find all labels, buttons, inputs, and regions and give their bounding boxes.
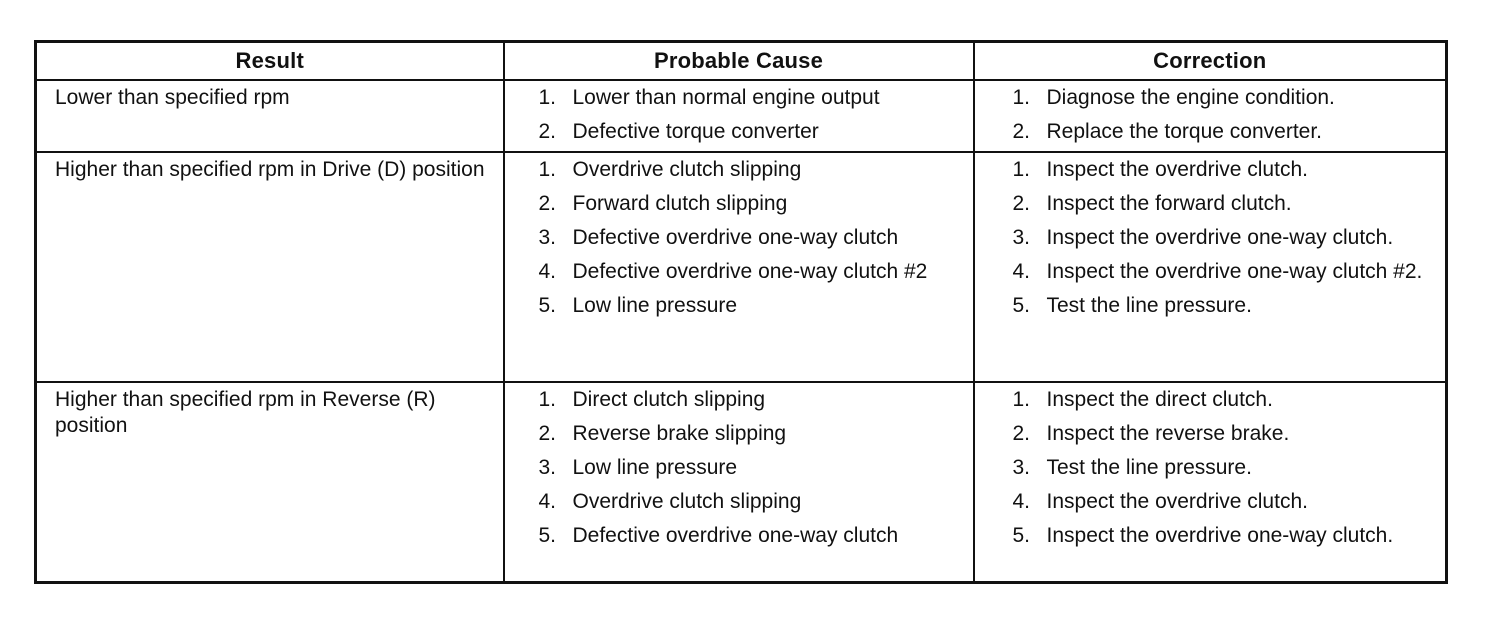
item-text: Inspect the overdrive clutch. [1046, 490, 1308, 513]
item-number: 1. [538, 388, 557, 411]
item-text: Direct clutch slipping [572, 388, 766, 411]
list-item [1013, 489, 1440, 515]
cause-list [505, 153, 973, 319]
diagnosis-table [34, 40, 1448, 584]
list-item [1013, 225, 1440, 251]
list-item [1013, 119, 1440, 145]
item-text: Replace the torque converter. [1046, 120, 1323, 143]
item-text: Test the line pressure. [1046, 456, 1252, 479]
correction-list [975, 153, 1446, 319]
item-number: 5. [538, 294, 557, 317]
correction-cell [974, 382, 1447, 583]
list-item [539, 119, 967, 145]
item-number: 4. [538, 490, 557, 513]
item-number: 2. [538, 192, 557, 215]
item-text: Reverse brake slipping [572, 422, 787, 445]
item-number: 2. [538, 120, 557, 143]
cause-list [505, 81, 973, 145]
result-text: Lower than specified rpm [55, 86, 290, 109]
item-number: 3. [538, 456, 557, 479]
item-number: 4. [1012, 260, 1031, 283]
item-number: 1. [538, 86, 557, 109]
cause-cell [504, 152, 974, 382]
item-text: Diagnose the engine condition. [1046, 86, 1335, 109]
list-item [539, 157, 967, 183]
table-row [36, 382, 1447, 583]
item-text: Defective overdrive one-way clutch [572, 524, 899, 547]
item-number: 5. [538, 524, 557, 547]
list-item [539, 293, 967, 319]
list-item [1013, 523, 1440, 549]
item-text: Inspect the direct clutch. [1046, 388, 1273, 411]
item-number: 4. [1012, 490, 1031, 513]
item-text: Low line pressure [572, 294, 738, 317]
item-text: Test the line pressure. [1046, 294, 1252, 317]
list-item [1013, 387, 1440, 413]
item-text: Defective overdrive one-way clutch #2 [572, 260, 928, 283]
item-number: 4. [538, 260, 557, 283]
table-row [36, 80, 1447, 152]
item-number: 3. [1012, 226, 1031, 249]
item-text: Overdrive clutch slipping [572, 490, 802, 513]
item-text: Inspect the overdrive one-way clutch. [1046, 524, 1394, 547]
header-correction: Correction [974, 42, 1447, 81]
header-row [36, 42, 1447, 81]
list-item [539, 523, 967, 549]
list-item [1013, 157, 1440, 183]
list-item [539, 455, 967, 481]
item-text: Low line pressure [572, 456, 738, 479]
item-text: Defective overdrive one-way clutch [572, 226, 899, 249]
list-item [1013, 259, 1440, 285]
item-text: Inspect the overdrive one-way clutch #2. [1046, 260, 1423, 283]
result-cell [36, 152, 504, 382]
list-item [1013, 191, 1440, 217]
cause-list [505, 383, 973, 549]
list-item [539, 85, 967, 111]
result-text: Higher than specified rpm in Drive (D) position [55, 158, 485, 181]
cause-cell [504, 382, 974, 583]
item-number: 5. [1012, 294, 1031, 317]
item-number: 2. [1012, 192, 1031, 215]
list-item [1013, 293, 1440, 319]
list-item [539, 259, 967, 285]
item-text: Defective torque converter [572, 120, 819, 143]
item-text: Lower than normal engine output [572, 86, 880, 109]
item-number: 3. [1012, 456, 1031, 479]
cause-cell [504, 80, 974, 152]
header-probable-cause: Probable Cause [504, 42, 974, 81]
item-number: 1. [1012, 158, 1031, 181]
item-text: Inspect the reverse brake. [1046, 422, 1290, 445]
list-item [539, 225, 967, 251]
result-cell [36, 80, 504, 152]
list-item [1013, 421, 1440, 447]
header-result: Result [36, 42, 504, 81]
correction-cell [974, 152, 1447, 382]
item-text: Inspect the forward clutch. [1046, 192, 1292, 215]
item-text: Inspect the overdrive clutch. [1046, 158, 1308, 181]
item-number: 5. [1012, 524, 1031, 547]
list-item [539, 489, 967, 515]
result-cell [36, 382, 504, 583]
item-number: 1. [1012, 388, 1031, 411]
item-number: 3. [538, 226, 557, 249]
item-number: 2. [1012, 120, 1031, 143]
item-text: Forward clutch slipping [572, 192, 788, 215]
list-item [539, 421, 967, 447]
correction-list [975, 383, 1446, 549]
list-item [539, 387, 967, 413]
item-number: 2. [538, 422, 557, 445]
list-item [1013, 85, 1440, 111]
list-item [539, 191, 967, 217]
list-item [1013, 455, 1440, 481]
item-text: Inspect the overdrive one-way clutch. [1046, 226, 1394, 249]
result-text: Higher than specified rpm in Reverse (R) position [55, 388, 436, 437]
item-text: Overdrive clutch slipping [572, 158, 802, 181]
item-number: 2. [1012, 422, 1031, 445]
correction-cell [974, 80, 1447, 152]
item-number: 1. [1012, 86, 1031, 109]
item-number: 1. [538, 158, 557, 181]
correction-list [975, 81, 1446, 145]
table-row [36, 152, 1447, 382]
